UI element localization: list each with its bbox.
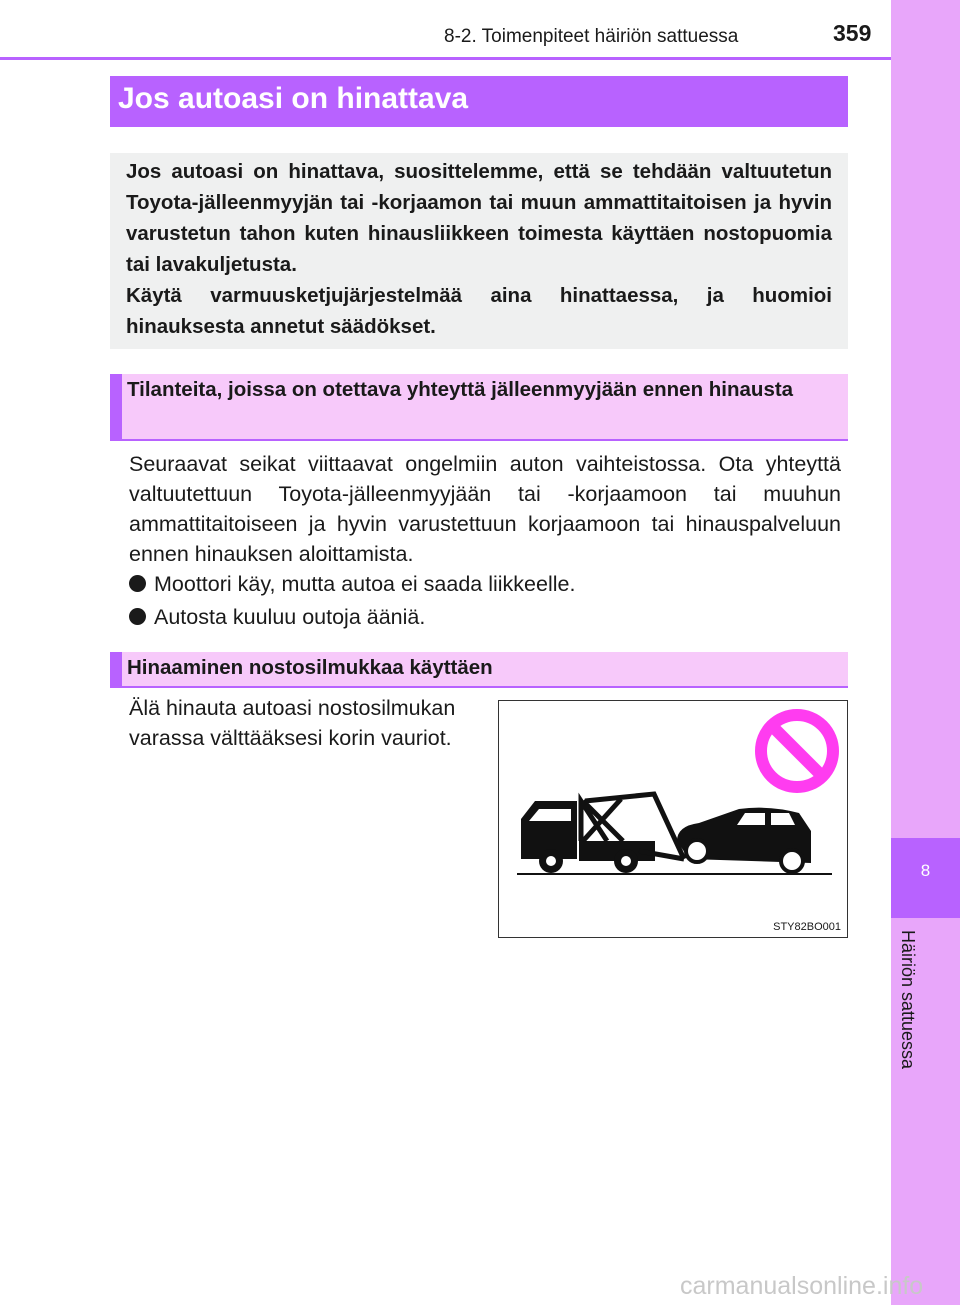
watermark: carmanualsonline.info xyxy=(680,1272,924,1300)
bullet-text: Moottori käy, mutta autoa ei saada liikkeelle. xyxy=(154,572,576,596)
bullet-text: Autosta kuuluu outoja ääniä. xyxy=(154,605,426,629)
section-heading: Tilanteita, joissa on otettava yhteyttä jälleenmyyjään ennen hinausta xyxy=(110,374,848,441)
chapter-tab[interactable]: 8 xyxy=(891,838,960,918)
prohibited-icon xyxy=(761,715,833,787)
chapter-sidebar xyxy=(891,0,960,1305)
tow-illustration xyxy=(498,700,848,938)
bullet-icon xyxy=(129,575,146,592)
body-text: Älä hinauta autoasi nostosilmukan varassa välttääksesi korin vauriot. xyxy=(129,696,456,750)
page-title: Jos autoasi on hinattava xyxy=(110,76,848,127)
section-header-title: 8-2. Toimenpiteet häiriön sattuessa xyxy=(444,26,739,47)
header-divider xyxy=(0,57,891,60)
intro-box xyxy=(110,153,848,349)
bullet-icon xyxy=(129,608,146,625)
intro-paragraph: Käytä varmuusketjujärjestelmää aina hinattaessa, ja huomioi hinauksesta annetut säädökset. xyxy=(126,284,832,338)
chapter-label: Häiriön sattuessa xyxy=(898,930,918,1070)
bullet-item xyxy=(129,572,575,597)
figure-code: STY82BO001 xyxy=(773,921,841,933)
tow-truck-car-icon xyxy=(499,701,847,937)
body-text: Seuraavat seikat viittaavat ongelmiin auton vaihteistossa. Ota yhteyttä valtuutettuun Toyota-jälleenmyyjään tai -korjaamoon tai muuhun ammattitaitoiseen ja hyvin varustettuun korjaamoon tai hinauspalveluun ennen hinauksen aloittamista. xyxy=(129,452,841,566)
page-number: 359 xyxy=(833,20,872,46)
intro-paragraph: Jos autoasi on hinattava, suosittelemme, että se tehdään valtuutetun Toyota-jälleenmyyjän tai -korjaamon tai muun ammattitaitoisen ja hyvin varustetun tahon kuten hinausliikkeen toimesta käyttäen nostopuomia tai lavakuljetusta. xyxy=(126,160,832,276)
section-heading: Hinaaminen nostosilmukkaa käyttäen xyxy=(110,652,848,688)
bullet-item xyxy=(129,605,425,630)
